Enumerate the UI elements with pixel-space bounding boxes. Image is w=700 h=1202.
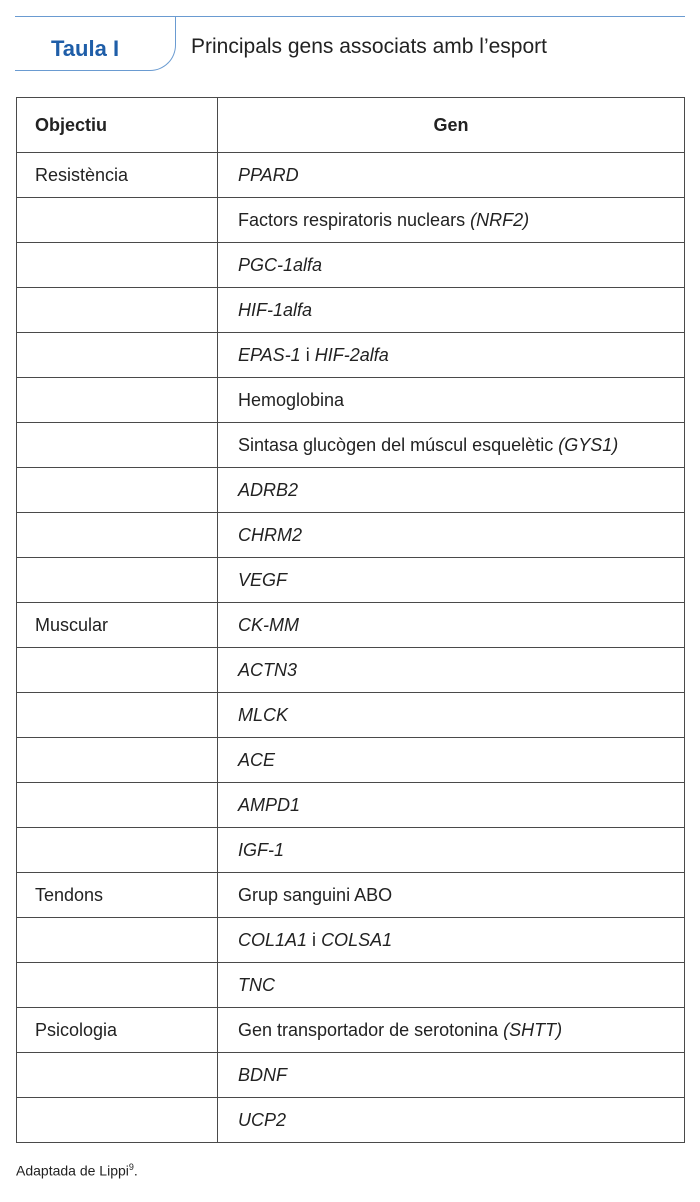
gene-text: COLSA1 bbox=[321, 929, 393, 950]
gene-cell bbox=[218, 1008, 685, 1053]
gene-text: Grup sanguini ABO bbox=[238, 884, 393, 905]
table-row bbox=[17, 828, 685, 873]
gene-text: VEGF bbox=[238, 569, 288, 590]
objective-cell bbox=[17, 288, 218, 333]
gene-text: BDNF bbox=[238, 1064, 287, 1085]
objective-cell bbox=[17, 1053, 218, 1098]
table-row bbox=[17, 378, 685, 423]
gene-cell bbox=[218, 558, 685, 603]
gene-cell bbox=[218, 918, 685, 963]
objective-cell bbox=[17, 963, 218, 1008]
objective-cell: Tendons bbox=[17, 873, 218, 918]
gene-text: AMPD1 bbox=[238, 794, 301, 815]
table-row bbox=[17, 423, 685, 468]
gene-text: CHRM2 bbox=[238, 524, 303, 545]
objective-cell bbox=[17, 558, 218, 603]
gene-cell bbox=[218, 828, 685, 873]
column-header-objective: Objectiu bbox=[17, 98, 218, 153]
table-caption bbox=[16, 1162, 138, 1179]
gene-cell bbox=[218, 963, 685, 1008]
table-row bbox=[17, 513, 685, 558]
objective-cell: Muscular bbox=[17, 603, 218, 648]
gene-text: ACTN3 bbox=[238, 659, 298, 680]
table-row bbox=[17, 783, 685, 828]
table-row bbox=[17, 603, 685, 648]
table-row bbox=[17, 288, 685, 333]
table-row bbox=[17, 1098, 685, 1143]
table-row bbox=[17, 468, 685, 513]
table-header-row bbox=[17, 98, 685, 153]
table-row bbox=[17, 648, 685, 693]
table-row bbox=[17, 333, 685, 378]
gene-text: IGF-1 bbox=[238, 839, 285, 860]
gene-cell bbox=[218, 288, 685, 333]
gene-text: ACE bbox=[238, 749, 276, 770]
gene-text: (NRF2) bbox=[470, 209, 530, 230]
objective-cell bbox=[17, 378, 218, 423]
gene-cell bbox=[218, 198, 685, 243]
gene-text: CK-MM bbox=[238, 614, 299, 635]
objective-cell bbox=[17, 198, 218, 243]
objective-cell bbox=[17, 423, 218, 468]
objective-cell bbox=[17, 333, 218, 378]
table-row bbox=[17, 963, 685, 1008]
gene-cell bbox=[218, 378, 685, 423]
gene-cell bbox=[218, 603, 685, 648]
gene-text: UCP2 bbox=[238, 1109, 287, 1130]
gene-cell bbox=[218, 738, 685, 783]
gene-text: TNC bbox=[238, 974, 275, 995]
gene-text: COL1A1 bbox=[238, 929, 308, 950]
objective-cell: Resistència bbox=[17, 153, 218, 198]
caption-reference: 9 bbox=[128, 1162, 134, 1172]
objective-cell bbox=[17, 918, 218, 963]
table-row bbox=[17, 738, 685, 783]
table-row bbox=[17, 873, 685, 918]
objective-cell bbox=[17, 243, 218, 288]
table-row bbox=[17, 558, 685, 603]
gene-cell bbox=[218, 423, 685, 468]
gene-cell bbox=[218, 243, 685, 288]
objective-cell bbox=[17, 783, 218, 828]
gene-text: EPAS-1 bbox=[238, 344, 301, 365]
gene-text: PGC-1alfa bbox=[238, 254, 323, 275]
objective-cell bbox=[17, 828, 218, 873]
objective-cell bbox=[17, 513, 218, 558]
gene-text: (GYS1) bbox=[558, 434, 619, 455]
gene-text: Factors respiratoris nuclears bbox=[238, 209, 471, 230]
gene-text: i bbox=[307, 929, 322, 950]
gene-text: Hemoglobina bbox=[238, 389, 345, 410]
objective-cell bbox=[17, 738, 218, 783]
gene-text: ADRB2 bbox=[238, 479, 299, 500]
gene-cell bbox=[218, 783, 685, 828]
gene-cell bbox=[218, 1053, 685, 1098]
gene-cell bbox=[218, 1098, 685, 1143]
caption-end: . bbox=[133, 1162, 138, 1179]
table-row bbox=[17, 243, 685, 288]
table-row bbox=[17, 1053, 685, 1098]
gene-text: HIF-1alfa bbox=[238, 299, 313, 320]
objective-cell bbox=[17, 648, 218, 693]
table-row bbox=[17, 918, 685, 963]
gene-cell bbox=[218, 873, 685, 918]
gene-cell bbox=[218, 153, 685, 198]
table-header bbox=[15, 16, 685, 72]
column-header-gene: Gen bbox=[218, 98, 685, 153]
objective-cell bbox=[17, 468, 218, 513]
gene-text: (SHTT) bbox=[503, 1019, 563, 1040]
gene-cell bbox=[218, 648, 685, 693]
gene-cell bbox=[218, 513, 685, 558]
gene-cell bbox=[218, 333, 685, 378]
gene-text: Gen transportador de serotonina bbox=[238, 1019, 504, 1040]
gene-text: Sintasa glucògen del múscul esquelètic bbox=[238, 434, 559, 455]
caption-text: Adaptada de Lippi bbox=[16, 1162, 129, 1179]
table-row bbox=[17, 198, 685, 243]
genes-table bbox=[16, 97, 685, 1143]
objective-cell bbox=[17, 693, 218, 738]
gene-text: MLCK bbox=[238, 704, 289, 725]
table-title: Principals gens associats amb l’esport bbox=[191, 35, 547, 58]
table-row bbox=[17, 153, 685, 198]
gene-text: i bbox=[300, 344, 315, 365]
table-number: Taula I bbox=[51, 36, 120, 61]
gene-cell bbox=[218, 693, 685, 738]
gene-text: HIF-2alfa bbox=[314, 344, 389, 365]
table-row bbox=[17, 1008, 685, 1053]
gene-cell bbox=[218, 468, 685, 513]
objective-cell: Psicologia bbox=[17, 1008, 218, 1053]
table-row bbox=[17, 693, 685, 738]
gene-text: PPARD bbox=[238, 164, 299, 185]
objective-cell bbox=[17, 1098, 218, 1143]
